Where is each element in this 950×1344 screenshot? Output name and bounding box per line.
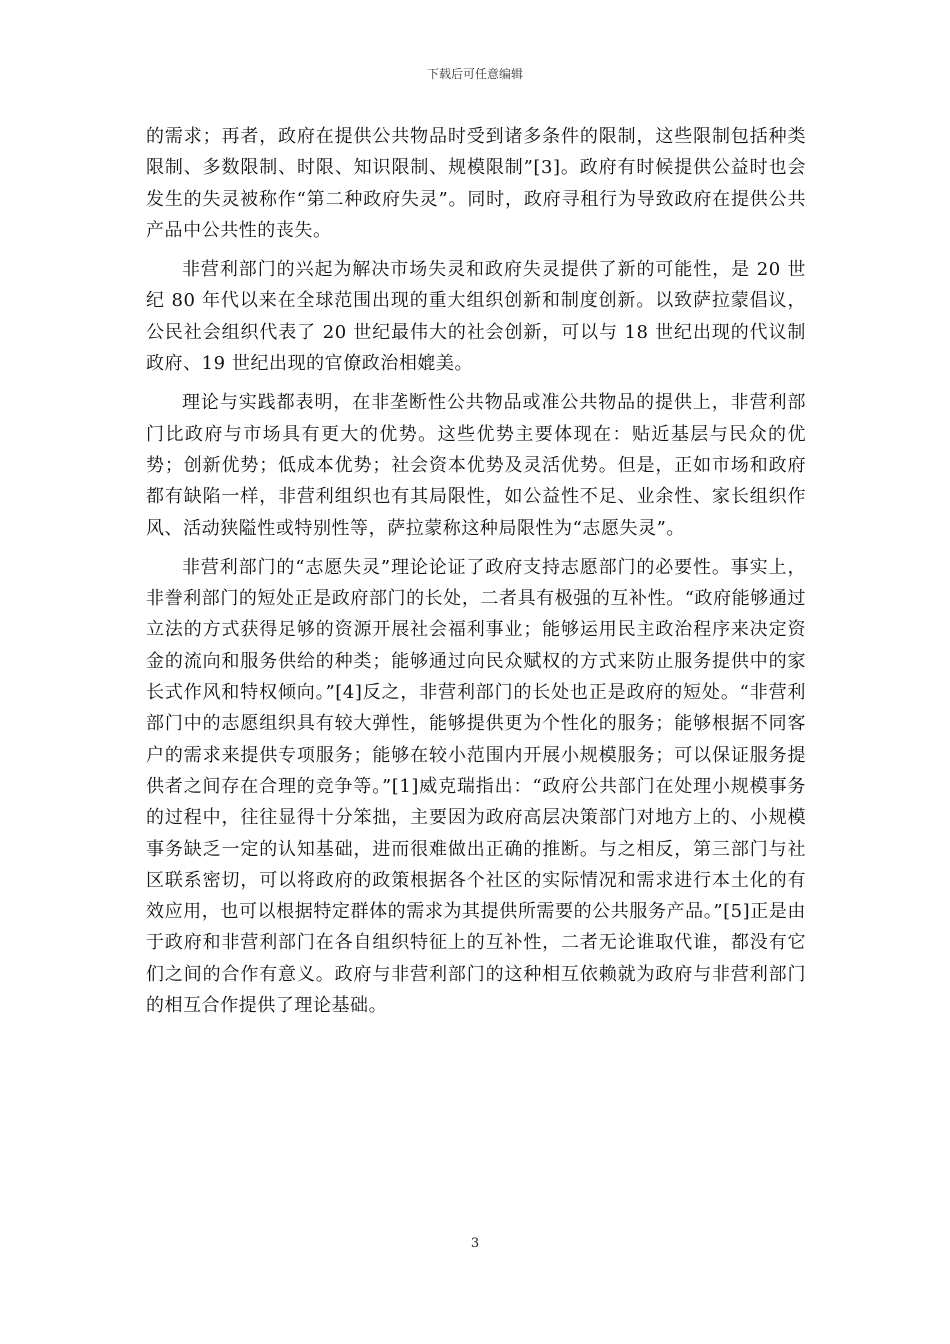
paragraph-continued: 的需求；再者，政府在提供公共物品时受到诸多条件的限制，这些限制包括种类限制、多数限制、时限、知识限制、规模限制”[3]。政府有时候提供公益时也会发生的失灵被称作“第二种政府失灵”。同时，政府寻租行为导致政府在提供公共产品中公共性的丧失。 [146, 126, 806, 241]
page-number: 3 [470, 1236, 480, 1251]
paragraph-voluntary-failure: 非营利部门的“志愿失灵”理论论证了政府支持志愿部门的必要性。事实上，非誊利部门的短处正是政府部门的长处，二者具有极强的互补性。“政府能够通过立法的方式获得足够的资源开展社会福利事业；能够运用民主政治程序来决定资金的流向和服务供给的种类；能够通过向民众赋权的方式来防止服务提供中的家长式作风和特权倾向。”[4]反之，非营利部门的长处也正是政府的短处。“非营利部门中的志愿组织具有较大弹性，能够提供更为个性化的服务；能够根据不同客户的需求来提供专项服务；能够在较小范围内开展小规模服务；可以保证服务提供者之间存在合理的竞争等。”[1]威克瑞指出：“政府公共部门在处理小规模事务的过程中，往往显得十分笨拙，主要因为政府高层决策部门对地方上的、小规模事务缺乏一定的认知基础，进而很难做出正确的推断。与之相反，第三部门与社区联系密切，可以将政府的政策根据各个社区的实际情况和需求进行本土化的有效应用，也可以根据特定群体的需求为其提供所需要的公共服务产品。”[5]正是由于政府和非营利部门在各自组织特征上的互补性，二者无论谁取代谁，都没有它们之间的合作有意义。政府与非营利部门的这种相互依赖就为政府与非营利部门的相互合作提供了理论基础。 [146, 556, 806, 1017]
document-body [146, 121, 806, 1021]
page-header: 下载后可任意编辑 [426, 67, 523, 81]
paragraph-nonprofit-rise: 非营利部门的兴起为解决市场失灵和政府失灵提供了新的可能性，是 20 世纪 80 年代以来在全球范围出现的重大组织创新和制度创新。以致萨拉蒙倡议，公民社会组织代表了 20 世纪最伟大的社会创新，可以与 18 世纪出现的代议制政府、19 世纪出现的官僚政治相媲美。 [146, 259, 806, 375]
paragraph-nonprofit-advantages: 理论与实践都表明，在非垄断性公共物品或准公共物品的提供上，非营利部门比政府与市场具有更大的优势。这些优势主要体现在：贴近基层与民众的优势；创新优势；低成本优势；社会资本优势及灵活优势。但是，正如市场和政府都有缺陷一样，非营利组织也有其局限性，如公益性不足、业余性、家长组织作风、活动狭隘性或特别性等，萨拉蒙称这种局限性为“志愿失灵”。 [146, 392, 806, 539]
